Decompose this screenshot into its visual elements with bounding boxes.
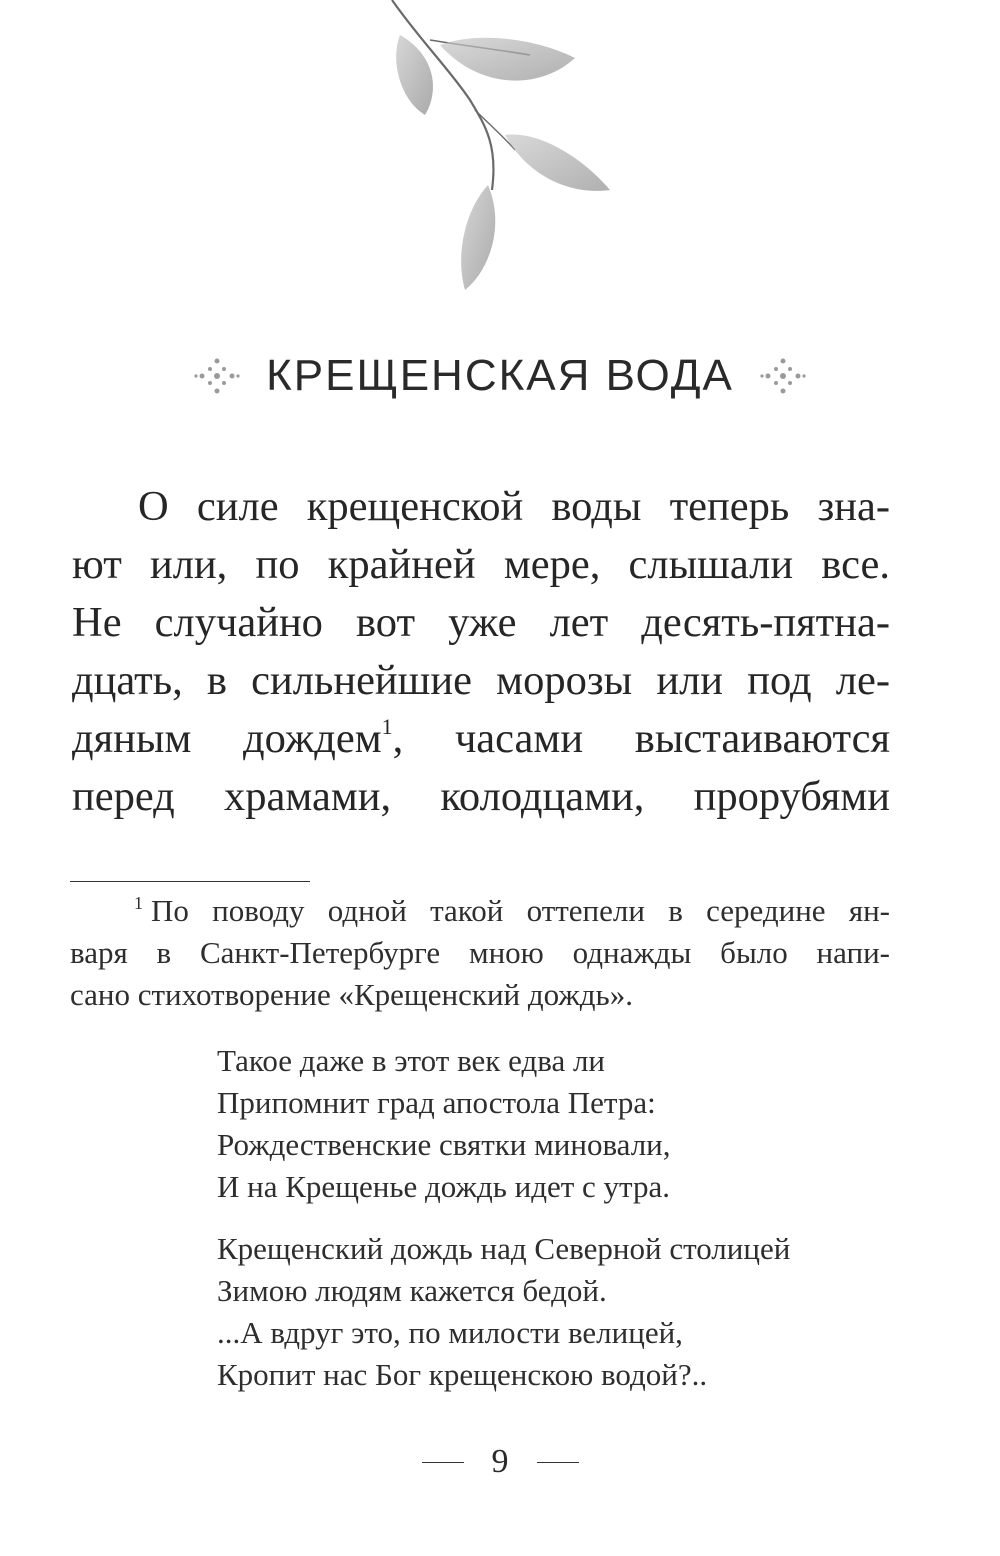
footnote-marker: 1 (134, 893, 143, 913)
footnote (70, 890, 890, 1016)
poem-line: Крещенский дождь над Северной столицей (217, 1231, 791, 1266)
poem-line: ...А вдруг это, по милости велицей, (217, 1315, 683, 1350)
body-line: Не случайно вот уже лет десять-пятна- (72, 599, 890, 646)
chapter-heading (0, 346, 1000, 406)
ornament-right-icon (760, 353, 806, 399)
body-line: О силе крещенской воды теперь зна- (138, 483, 890, 530)
body-line-part: , часами выстаиваются (392, 715, 890, 762)
body-line: дцать, в сильнейшие морозы или под ле- (72, 657, 890, 704)
poem-line: Рождественские святки миновали, (217, 1127, 671, 1162)
poem-line: Зимою людям кажется бедой. (217, 1273, 607, 1308)
poem-line: Припомнит град апостола Петра: (217, 1085, 656, 1120)
chapter-title: КРЕЩЕНСКАЯ ВОДА (266, 351, 734, 400)
footnote-line: варя в Санкт-Петербурге мною однажды было напи- (70, 935, 890, 970)
dash-right (537, 1462, 579, 1463)
page-number: 9 (491, 1443, 509, 1480)
footnote-line: сано стихотворение «Крещенский дождь». (70, 977, 633, 1012)
poem-stanza-1 (217, 1040, 917, 1208)
leaf-branch-illustration (380, 0, 620, 300)
poem-line: Такое даже в этот век едва ли (217, 1043, 606, 1078)
poem-line: Кропит нас Бог крещенскою водой?.. (217, 1357, 708, 1392)
body-paragraph (72, 478, 890, 826)
footnote-reference[interactable]: 1 (381, 714, 393, 739)
body-line: перед храмами, колодцами, прорубями (72, 773, 890, 820)
footnote-line (70, 890, 890, 932)
poem-line: И на Крещенье дождь идет с утра. (217, 1169, 670, 1204)
footnote-line-text: По поводу одной такой оттепели в середине ян- (151, 893, 890, 928)
body-line-with-footnote (72, 710, 890, 768)
body-line-part: дяным дождем (72, 715, 382, 762)
ornament-left-icon (194, 353, 240, 399)
dash-left (422, 1462, 464, 1463)
page-footer (0, 1440, 1000, 1484)
body-line: ют или, по крайней мере, слышали все. (72, 541, 890, 588)
poem-stanza-2 (217, 1228, 917, 1396)
footnote-divider (70, 881, 310, 882)
